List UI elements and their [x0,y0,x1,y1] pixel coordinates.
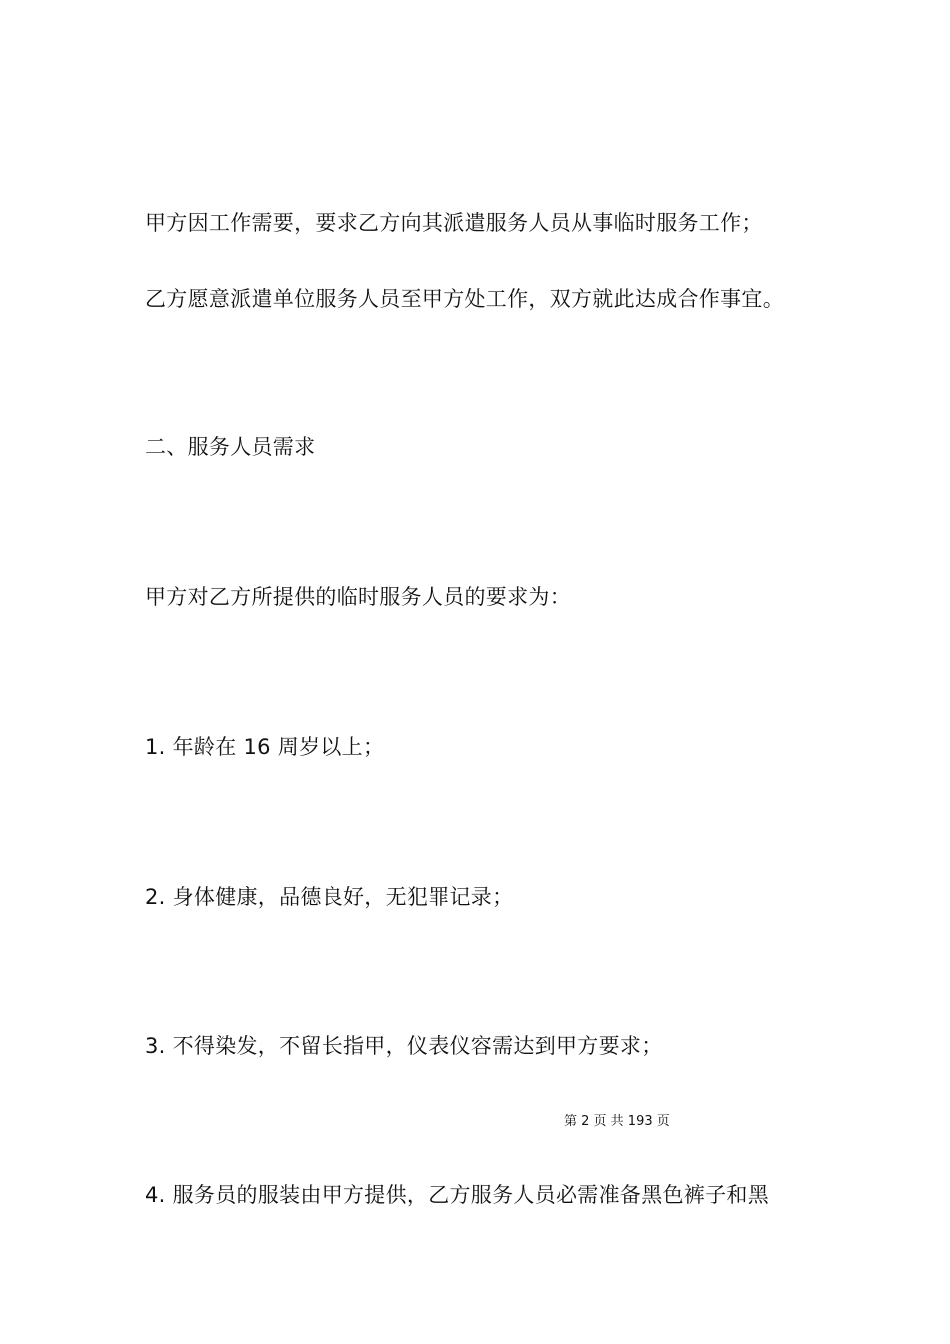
list-item: 1. 年龄在 16 周岁以上； [145,735,385,759]
page-footer: 第 2 页 共 193 页 [564,1114,670,1129]
paragraph-line: 甲方对乙方所提供的临时服务人员的要求为： [145,585,571,609]
list-item: 2. 身体健康，品德良好，无犯罪记录； [145,885,514,909]
paragraph-line: 乙方愿意派遣单位服务人员至甲方处工作，双方就此达成合作事宜。 [145,287,784,311]
list-item: 3. 不得染发，不留长指甲，仪表仪容需达到甲方要求； [145,1034,663,1058]
section-heading: 二、服务人员需求 [145,435,316,459]
paragraph-line: 甲方因工作需要，要求乙方向其派遣服务人员从事临时服务工作； [145,211,763,235]
list-item: 4. 服务员的服装由甲方提供，乙方服务人员必需准备黑色裤子和黑 [145,1183,770,1207]
